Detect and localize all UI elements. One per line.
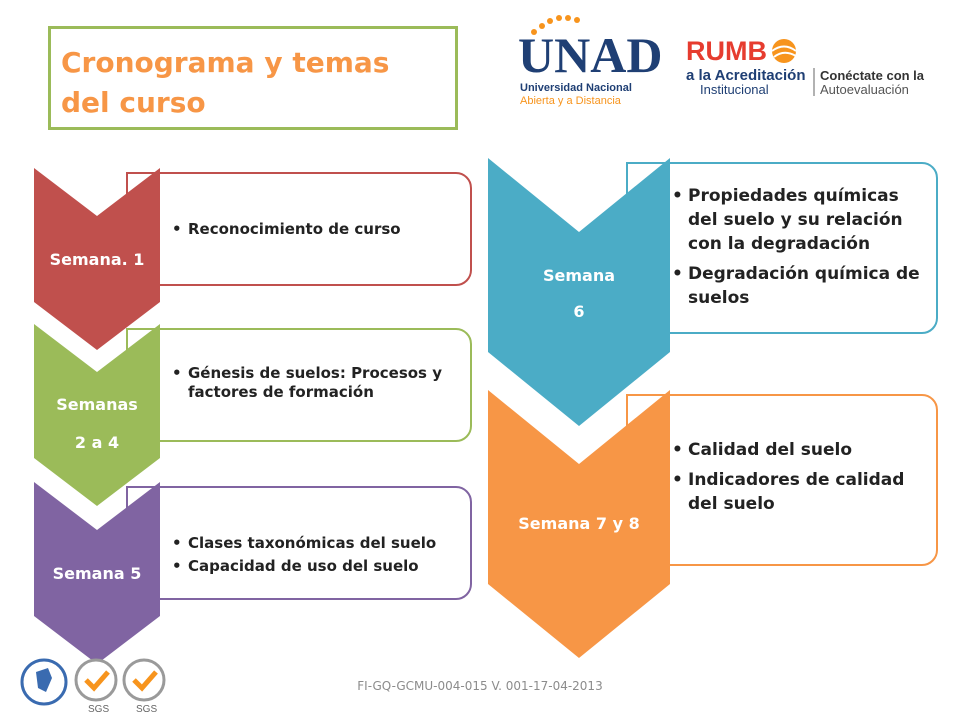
topic-list [672,438,934,522]
rumbo-side2: Autoevaluación [820,82,909,97]
week-label-1: Semana. 1 [49,250,145,269]
topic-item: • Propiedades químicas del suelo y su relación con la degradación [672,184,934,256]
topic-card-week-6 [626,162,938,334]
topic-list [172,534,462,580]
document-code: FI-GQ-GCMU-004-015 V. 001-17-04-2013 [357,679,603,693]
rumbo-globe-icon [772,39,796,63]
topic-list [172,220,462,243]
svg-text:SGS: SGS [88,704,110,715]
topic-card-week-1 [126,172,472,286]
topic-list [672,184,934,316]
topic-list [172,364,462,406]
unad-logo [514,14,663,110]
page-title: Cronograma y temas del curso [61,46,390,119]
topic-item: • Degradación química de suelos [672,262,934,310]
week-label-2-4: Semanas 2 a 4 [56,395,138,452]
topic-item: • Génesis de suelos: Procesos y factores de formación [172,364,462,402]
topic-card-weeks-7-8 [626,394,938,566]
topic-item: • Clases taxonómicas del suelo [172,534,462,553]
title-box [48,26,458,130]
week-label-5: Semana 5 [52,564,142,583]
topic-item: • Calidad del suelo [672,438,934,462]
unad-line2: Abierta y a Distancia [520,95,621,107]
unad-line1: Universidad Nacional [520,82,632,94]
rumbo-brand: RUMB [686,36,767,66]
unad-brand: UNAD [518,27,663,83]
rumbo-line1: a la Acreditación [686,67,806,84]
rumbo-logo [686,34,936,98]
rumbo-side1: Conéctate con la [820,68,925,83]
topic-card-weeks-2-4 [126,328,472,442]
topic-item: • Reconocimiento de curso [172,220,462,239]
topic-item: • Capacidad de uso del suelo [172,557,462,576]
svg-text:SGS: SGS [136,704,158,715]
topic-item: • Indicadores de calidad del suelo [672,468,934,516]
rumbo-line2: Institucional [700,82,769,97]
week-label-7-8: Semana 7 y 8 [518,514,640,533]
topic-card-week-5 [126,486,472,600]
week-label-6: Semana 6 [542,266,616,321]
